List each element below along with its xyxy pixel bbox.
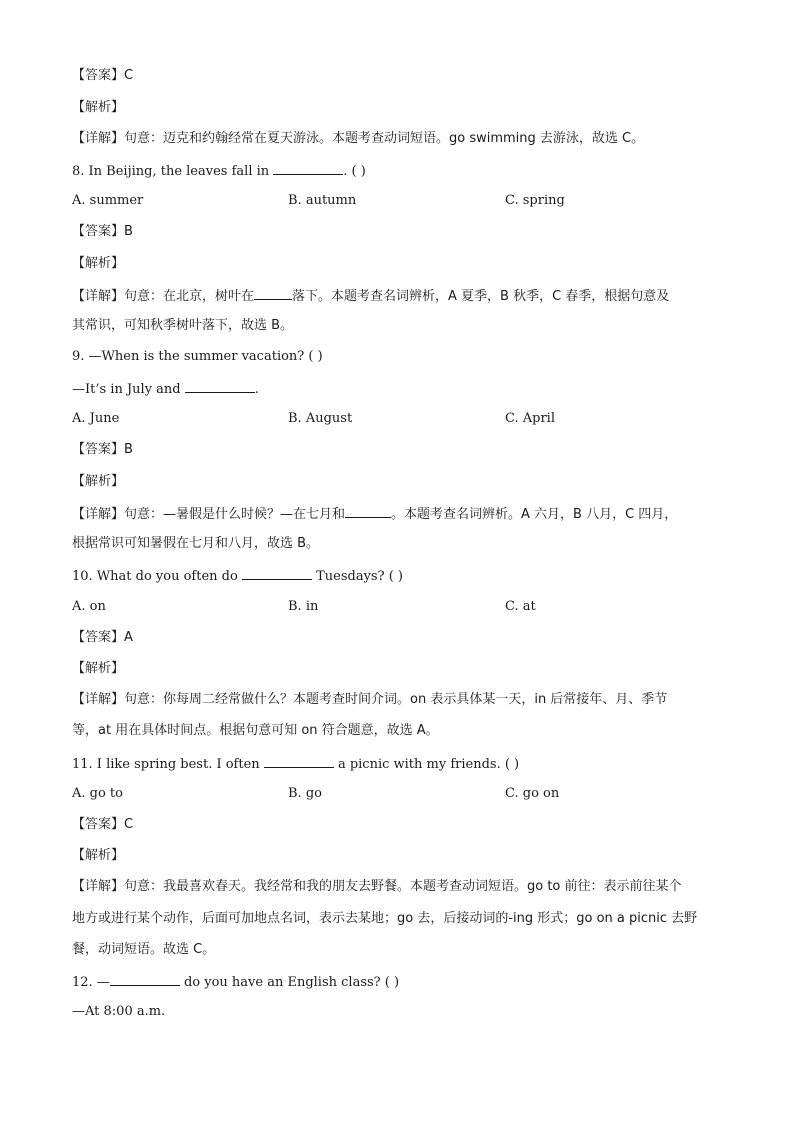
explanation-text: 【详解】句意：我最喜欢春天。我经常和我的朋友去野餐。本题考查动词短语。go to 前往：表示前往某个 [72, 879, 682, 894]
answer-label: 【答案】B [72, 224, 133, 239]
answer-blank [254, 286, 292, 300]
question-8 [72, 161, 366, 181]
option-c: C. April [505, 411, 555, 426]
option-b: B. in [288, 599, 319, 614]
option-c: C. spring [505, 193, 565, 208]
question-12-tail: do you have an English class? ( ) [183, 975, 400, 990]
question-11-text: 11. I like spring best. I often [72, 757, 260, 772]
question-9-reply-tail: . [254, 382, 259, 397]
answer-label: 【答案】A [72, 630, 133, 645]
question-8-text: 8. In Beijing, the leaves fall in [72, 164, 270, 179]
analysis-label: 【解析】 [72, 100, 125, 115]
question-9-reply-text: —It’s in July and [72, 382, 181, 397]
option-b: B. autumn [288, 193, 357, 208]
explanation-text-end: 落下。本题考查名词辨析，A 夏季，B 秋季，C 春季，根据句意及 [292, 289, 670, 304]
answer-label: 【答案】B [72, 442, 133, 457]
option-c: C. go on [505, 786, 560, 801]
explanation-text-start: 【详解】句意：—暑假是什么时候？—在七月和 [72, 507, 346, 522]
answer-blank [185, 379, 255, 393]
explanation-text: 餐，动词短语。故选 C。 [72, 942, 216, 957]
answer-blank [110, 972, 180, 986]
explanation-text: 【详解】句意：你每周二经常做什么？本题考查时间介词。on 表示具体某一天，in 后常接年、月、季节 [72, 692, 668, 707]
explanation-text [72, 504, 677, 524]
explanation-text-start: 【详解】句意：在北京，树叶在 [72, 289, 255, 304]
question-12-text: 12. — [72, 975, 110, 990]
explanation-text [72, 286, 669, 306]
answer-blank [345, 504, 391, 518]
question-10 [72, 566, 403, 586]
analysis-label: 【解析】 [72, 661, 125, 676]
explanation-text: 其常识，可知秋季树叶落下，故选 B。 [72, 318, 294, 333]
answer-blank [242, 566, 312, 580]
answer-blank [273, 161, 343, 175]
question-11-tail: a picnic with my friends. ( ) [337, 757, 520, 772]
question-8-tail: . ( ) [343, 164, 366, 179]
analysis-label: 【解析】 [72, 474, 125, 489]
option-c: C. at [505, 599, 536, 614]
explanation-text-end: 。本题考查名词辨析。A 六月，B 八月，C 四月， [391, 507, 678, 522]
question-12-reply: —At 8:00 a.m. [72, 1004, 166, 1019]
option-a: A. go to [72, 786, 123, 801]
explanation-text: 地方或进行某个动作，后面可加地点名词，表示去某地；go 去，后接动词的-ing 形式；go on a picnic 去野 [72, 911, 698, 926]
question-10-tail: Tuesdays? ( ) [316, 569, 403, 584]
option-a: A. June [72, 411, 120, 426]
question-9: 9. —When is the summer vacation? ( ) [72, 349, 323, 364]
option-b: B. August [288, 411, 353, 426]
explanation-text: 【详解】句意：迈克和约翰经常在夏天游泳。本题考查动词短语。go swimming 去游泳，故选 C。 [72, 131, 645, 146]
answer-blank [264, 754, 334, 768]
question-10-text: 10. What do you often do [72, 569, 238, 584]
question-12 [72, 972, 399, 992]
option-b: B. go [288, 786, 322, 801]
answer-label: 【答案】C [72, 68, 134, 83]
question-9-reply [72, 379, 259, 399]
option-a: A. summer [72, 193, 144, 208]
answer-label: 【答案】C [72, 817, 134, 832]
analysis-label: 【解析】 [72, 256, 125, 271]
option-a: A. on [72, 599, 106, 614]
question-11 [72, 754, 519, 774]
explanation-text: 根据常识可知暑假在七月和八月，故选 B。 [72, 536, 320, 551]
analysis-label: 【解析】 [72, 848, 125, 863]
explanation-text: 等，at 用在具体时间点。根据句意可知 on 符合题意，故选 A。 [72, 723, 439, 738]
